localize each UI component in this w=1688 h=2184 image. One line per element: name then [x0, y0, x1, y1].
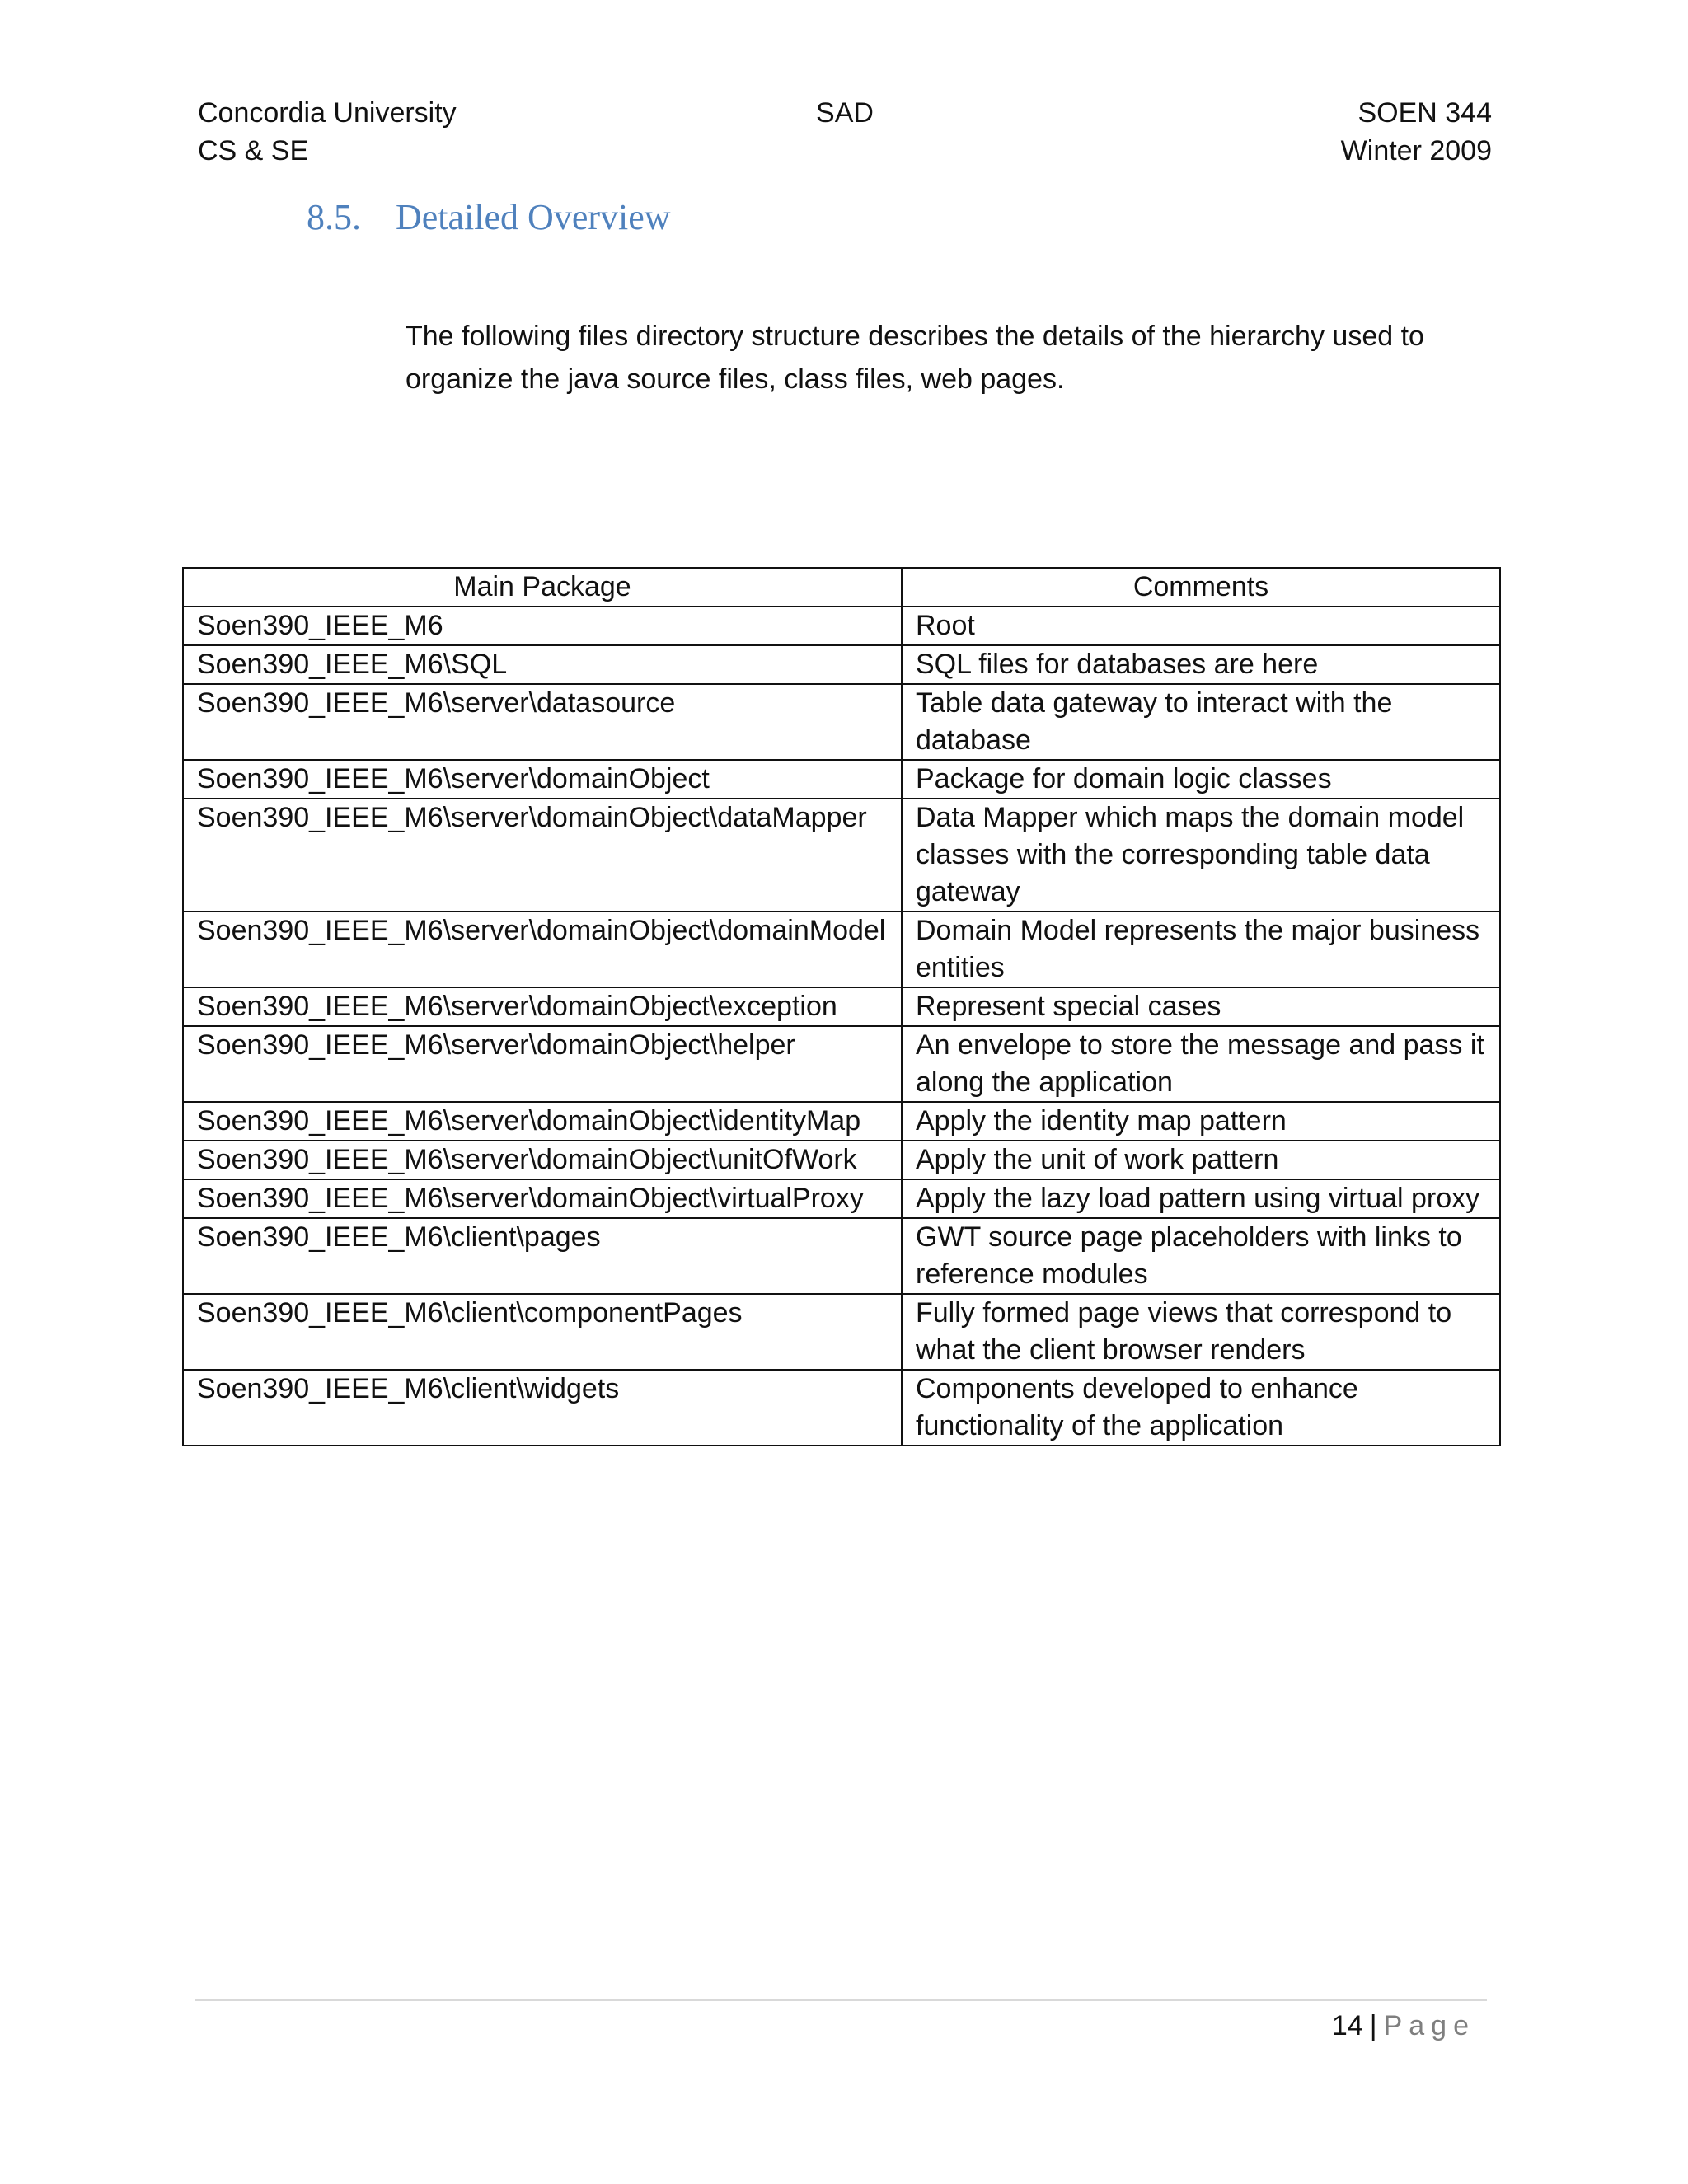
package-cell: Soen390_IEEE_M6\SQL [183, 645, 902, 684]
table-row [183, 912, 1500, 987]
header-institution: Concordia University [198, 97, 457, 129]
table-header-row [183, 568, 1500, 607]
page-number: 14 [1331, 2010, 1363, 2041]
package-table [182, 567, 1501, 1446]
comment-cell: Root [902, 607, 1500, 645]
table-row [183, 684, 1500, 760]
comment-cell: Package for domain logic classes [902, 760, 1500, 799]
package-cell: Soen390_IEEE_M6\client\widgets [183, 1370, 902, 1446]
page-header [198, 94, 1492, 176]
package-cell: Soen390_IEEE_M6\client\pages [183, 1218, 902, 1294]
header-document-type: SAD [816, 97, 874, 129]
table-row [183, 1294, 1500, 1370]
comment-cell: Fully formed page views that correspond to what the client browser renders [902, 1294, 1500, 1370]
header-term: Winter 2009 [1340, 135, 1492, 166]
package-cell: Soen390_IEEE_M6\server\datasource [183, 684, 902, 760]
comment-cell: Apply the lazy load pattern using virtual proxy [902, 1179, 1500, 1218]
table-row [183, 760, 1500, 799]
comment-cell: Table data gateway to interact with the database [902, 684, 1500, 760]
page-separator: | [1369, 2010, 1377, 2041]
table-row [183, 1218, 1500, 1294]
table-row [183, 1026, 1500, 1102]
package-cell: Soen390_IEEE_M6\server\domainObject\domainModel [183, 912, 902, 987]
table-row [183, 645, 1500, 684]
comment-cell: Domain Model represents the major business entities [902, 912, 1500, 987]
page-label: Page [1383, 2010, 1475, 2041]
section-heading [307, 191, 671, 244]
comment-cell: An envelope to store the message and pass it along the application [902, 1026, 1500, 1102]
package-cell: Soen390_IEEE_M6\server\domainObject\virtualProxy [183, 1179, 902, 1218]
comment-cell: SQL files for databases are here [902, 645, 1500, 684]
comment-cell: Represent special cases [902, 987, 1500, 1026]
table-row [183, 1370, 1500, 1446]
intro-paragraph: The following files directory structure describes the details of the hierarchy used to organize the java source files, class files, web pages. [406, 321, 1424, 395]
page-footer [1332, 2003, 1475, 2049]
table-row [183, 1179, 1500, 1218]
package-cell: Soen390_IEEE_M6\client\componentPages [183, 1294, 902, 1370]
header-center [198, 94, 1492, 132]
table-row [183, 1102, 1500, 1141]
package-cell: Soen390_IEEE_M6\server\domainObject\exception [183, 987, 902, 1026]
table-row [183, 1141, 1500, 1179]
comment-cell: GWT source page placeholders with links to reference modules [902, 1218, 1500, 1294]
comment-cell: Components developed to enhance functionality of the application [902, 1370, 1500, 1446]
header-department: CS & SE [198, 135, 309, 166]
table-row [183, 607, 1500, 645]
package-cell: Soen390_IEEE_M6\server\domainObject [183, 760, 902, 799]
package-cell: Soen390_IEEE_M6 [183, 607, 902, 645]
package-cell: Soen390_IEEE_M6\server\domainObject\unitOfWork [183, 1141, 902, 1179]
section-title: Detailed Overview [396, 197, 671, 237]
package-cell: Soen390_IEEE_M6\server\domainObject\helper [183, 1026, 902, 1102]
column-header-comments: Comments [902, 568, 1500, 607]
comment-cell: Apply the unit of work pattern [902, 1141, 1500, 1179]
column-header-main-package: Main Package [183, 568, 902, 607]
table-row [183, 987, 1500, 1026]
footer-divider [195, 1999, 1487, 2001]
header-course: SOEN 344 [1357, 97, 1492, 129]
comment-cell: Apply the identity map pattern [902, 1102, 1500, 1141]
package-cell: Soen390_IEEE_M6\server\domainObject\dataMapper [183, 799, 902, 912]
section-number: 8.5. [307, 197, 361, 237]
package-cell: Soen390_IEEE_M6\server\domainObject\identityMap [183, 1102, 902, 1141]
table-row [183, 799, 1500, 912]
header-right [1341, 94, 1492, 170]
comment-cell: Data Mapper which maps the domain model classes with the corresponding table data gateway [902, 799, 1500, 912]
